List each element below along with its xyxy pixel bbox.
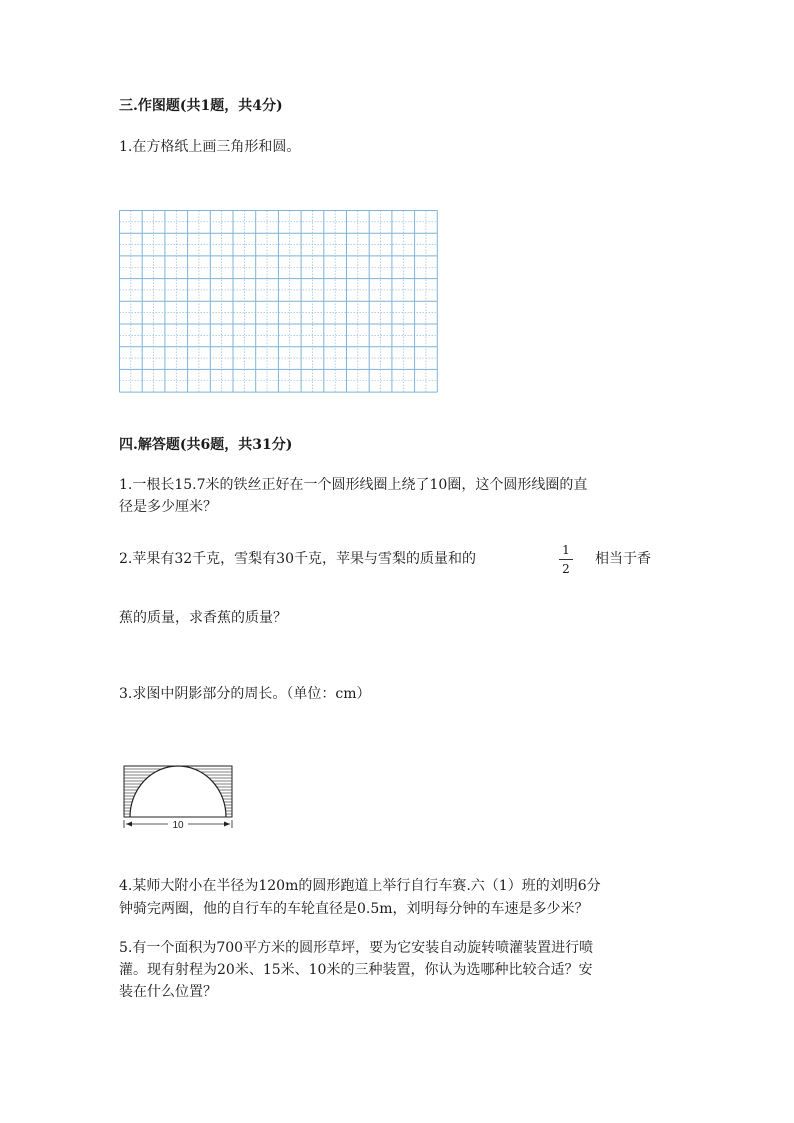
dimension-arrow-left (126, 822, 132, 827)
fraction-numerator: 1 (562, 543, 570, 557)
question-5-line-2: 灌。现有射程为20米、15米、10米的三种装置，你认为选哪种比较合适？安 (119, 962, 593, 978)
dimension-label: 10 (172, 820, 184, 831)
question-5-line-3: 装在什么位置？ (119, 984, 217, 1000)
question-2-part-1: 2.苹果有32千克，雪梨有30千克，苹果与雪梨的质量和的 (119, 551, 476, 567)
square-grid-paper (119, 210, 439, 395)
section-3-question-1: 1.在方格纸上画三角形和圆。 (119, 139, 301, 155)
question-1-line-2: 径是多少厘米？ (119, 499, 217, 515)
question-2-line-2: 蕉的质量，求香蕉的质量？ (119, 610, 287, 626)
question-2-part-2: 相当于香 (595, 551, 651, 567)
dimension-arrow-right (224, 822, 230, 827)
question-3: 3.求图中阴影部分的周长。（单位：cm） (119, 686, 371, 702)
question-4-line-2: 钟骑完两圈，他的自行车的车轮直径是0.5m，刘明每分钟的车速是多少米？ (119, 901, 589, 917)
section-4-heading: 四.解答题(共6题，共31分) (119, 437, 293, 453)
question-4-line-1: 4.某师大附小在半径为120m的圆形跑道上举行自行车赛.六（1）班的刘明6分 (119, 878, 601, 894)
section-3-heading: 三.作图题(共1题，共4分) (119, 98, 283, 114)
semicircle-shaded-figure (118, 760, 238, 832)
question-1-line-1: 1.一根长15.7米的铁丝正好在一个圆形线圈上绕了10圈，这个圆形线圈的直 (119, 477, 588, 493)
semicircle-arc (130, 766, 226, 817)
fraction-bar (559, 559, 573, 560)
fraction-denominator: 2 (562, 562, 570, 576)
question-5-line-1: 5.有一个面积为700平方米的圆形草坪，要为它安装自动旋转喷灌装置进行喷 (119, 940, 594, 956)
fraction-one-half (559, 543, 573, 576)
